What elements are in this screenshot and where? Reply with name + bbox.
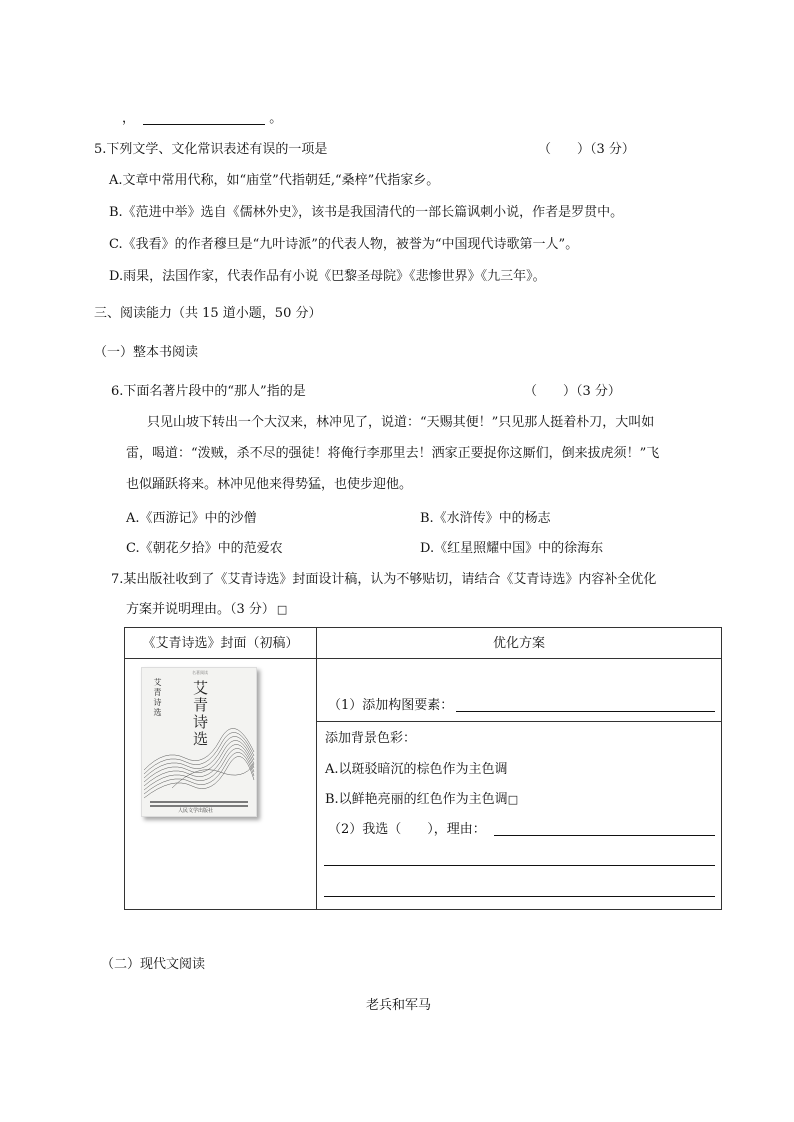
q6-stem: 6.下面名著片段中的“那人”指的是 — [111, 384, 306, 399]
bg-color-label: 添加背景色彩： — [325, 731, 417, 746]
q6-option-c: C.《朝花夕拾》中的范爱农 — [126, 541, 283, 556]
q5-option-a: A.文章中常用代称，如“庙堂”代指朝廷,“桑梓”代指家乡。 — [109, 173, 440, 188]
q6-passage-line-2: 雷，喝道：“泼贼，杀不尽的强徒！将俺行李那里去！洒家正要捉你这厮们，倒来拔虎须！”飞 — [126, 446, 660, 461]
item2-label: （2）我选（ ），理由： — [328, 822, 486, 837]
q7-stem-text: 方案并说明理由。（3 分） — [126, 602, 275, 617]
q7-table — [124, 627, 722, 910]
bg-option-b: B.以鲜艳亮丽的红色作为主色调 — [325, 792, 508, 807]
part-2-title: （二）现代文阅读 — [101, 957, 206, 972]
book-cover-image — [141, 667, 257, 817]
mountain-lines-illustration — [142, 668, 256, 816]
q6-answer-paren[interactable]: （ ）（3 分） — [524, 384, 621, 399]
item1-label: （1）添加构图要素： — [328, 698, 454, 713]
q5-option-b: B.《范进中举》选自《儒林外史》，该书是我国清代的一部长篇讽刺小说，作者是罗贯中。 — [109, 205, 624, 220]
comma: ， — [122, 111, 136, 126]
reason-blank-1[interactable] — [494, 835, 715, 836]
item1-answer-blank[interactable] — [456, 711, 715, 712]
q6-option-a: A.《西游记》中的沙僧 — [126, 511, 257, 526]
col2-header-cell — [317, 628, 722, 659]
q7-stem-line-2 — [126, 603, 287, 616]
q6-passage-line-1: 只见山坡下转出一个大汉来，林冲见了，说道：“天赐其便！”只见那人挺着朴刀，大叫如 — [147, 415, 655, 430]
q6-passage-line-3: 也似踊跃将来。林冲见他来得势猛，也使步迎他。 — [126, 477, 413, 492]
reason-blank-3[interactable] — [324, 896, 715, 897]
bg-option-a: A.以斑驳暗沉的棕色作为主色调 — [325, 762, 508, 777]
box-glyph-2: □ — [507, 793, 519, 806]
bg-option-b-line — [325, 793, 518, 806]
col2-header: 优化方案 — [492, 635, 545, 651]
answer-blank[interactable] — [143, 123, 265, 125]
previous-question-tail — [122, 112, 282, 125]
item1-cell — [317, 659, 722, 722]
reason-blank-2[interactable] — [324, 865, 715, 866]
cover-title: 艾青诗选 — [191, 680, 209, 748]
item2-cell — [317, 722, 722, 910]
period: 。 — [269, 111, 283, 126]
cover-series-text: 名著阅读 — [192, 670, 208, 675]
q5-option-d: D.雨果，法国作家，代表作品有小说《巴黎圣母院》《悲惨世界》《九三年》。 — [109, 269, 546, 284]
col1-header-cell — [125, 628, 317, 659]
cover-side-title: 艾青诗选 — [153, 678, 162, 718]
q5-stem: 5.下列文学、文化常识表述有误的一项是 — [94, 142, 328, 157]
cover-publisher: 人民文学出版社 — [178, 808, 214, 814]
cover-image-cell — [125, 659, 317, 910]
q6-option-d: D.《红星照耀中国》中的徐海东 — [420, 541, 604, 556]
part-1-title: （一）整本书阅读 — [94, 345, 199, 360]
q5-option-c: C.《我看》的作者穆旦是“九叶诗派”的代表人物，被誉为“中国现代诗歌第一人”。 — [109, 237, 579, 252]
section-3-title: 三、阅读能力（共 15 道小题，50 分） — [94, 306, 322, 321]
q5-answer-paren[interactable]: （ ）（3 分） — [538, 142, 635, 157]
q7-stem-line-1: 7.某出版社收到了《艾青诗选》封面设计稿，认为不够贴切，请结合《艾青诗选》内容补全优化 — [111, 572, 657, 587]
article-title: 老兵和军马 — [366, 998, 432, 1013]
q6-option-b: B.《水浒传》中的杨志 — [420, 511, 551, 526]
col1-header: 《艾青诗选》封面（初稿） — [142, 635, 299, 651]
box-glyph: □ — [276, 603, 288, 616]
